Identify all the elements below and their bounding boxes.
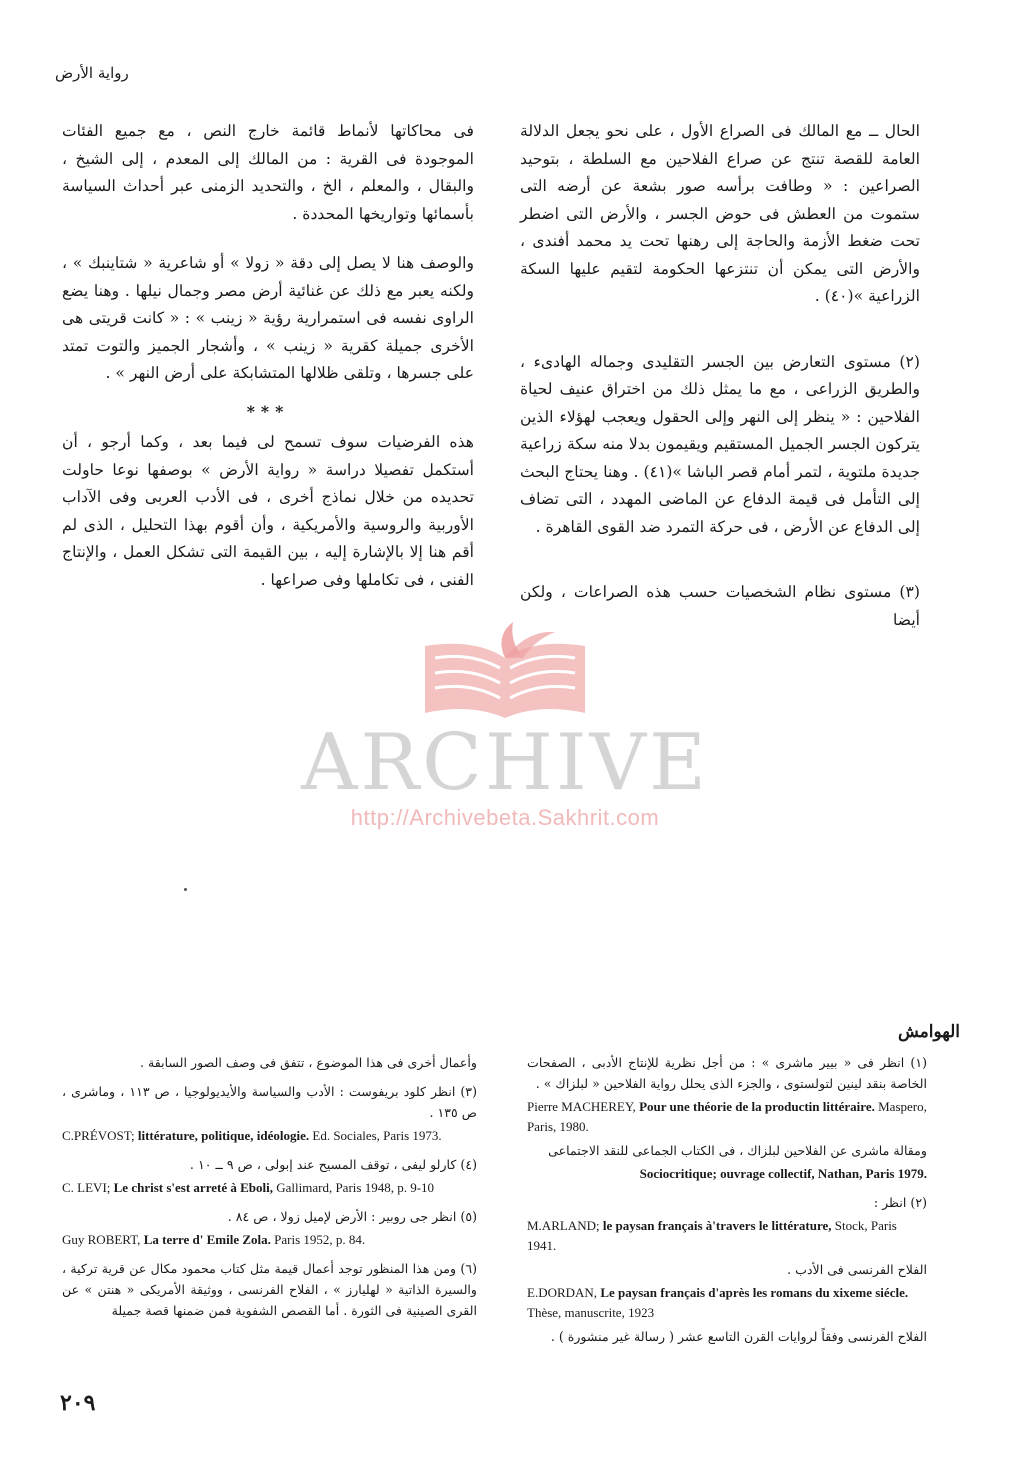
footnotes-column-right bbox=[527, 1052, 927, 1355]
footnote-text: (٦) ومن هذا المنظور توجد أعمال قيمة مثل كتاب محمود مكال عن قرية تركية ، والسيرة الذاتية « لهليارز » ، الفلاح الفرنسى ، ووثيقة الأمريكى « هنتن » عن القرى الصينية فى الثورة . أما القصص الشفوية فمن ضمنها قصة جميلة bbox=[62, 1261, 477, 1318]
footnote-reference: M.ARLAND; le paysan français à'travers le littérature, Stock, Paris 1941. bbox=[527, 1218, 897, 1253]
footnote bbox=[527, 1192, 927, 1347]
footnote-text: (٣) انظر كلود بريفوست : الأدب والسياسة والأيديولوجيا ، ص ١١٣ ، وماشرى ، ص ١٣٥ . bbox=[62, 1084, 477, 1120]
paragraph: والوصف هنا لا يصل إلى دقة « زولا » أو شاعرية « شتاينبك » ، ولكنه يعبر مع ذلك عن غنائية أرض مصر وجمال نيلها . وهنا يضع الراوى نفسه فى استمرارية رؤية « زينب » : « كانت قريتى هى الأخرى جميلة كقرية « زينب » ، وأشجار الجميز والتوت تمتد على جسرها ، وتلقى ظلالها المتشابكة على أرض النهر » . bbox=[62, 254, 474, 382]
section-separator: *** bbox=[246, 401, 290, 421]
footnote-text: ومقالة ماشرى عن الفلاحين لبلزاك ، فى الكتاب الجماعى للنقد الاجتماعى bbox=[548, 1143, 927, 1158]
footnote-text: (٥) انظر جى روبير : الأرض لإميل زولا ، ص ٨٤ . bbox=[227, 1209, 477, 1224]
footnote bbox=[527, 1052, 927, 1184]
watermark-word: ARCHIVE bbox=[301, 718, 709, 808]
page-number: ٢٠٩ bbox=[60, 1390, 96, 1416]
footnote-reference: Pierre MACHEREY, Pour une théorie de la productin littéraire. Maspero, Paris, 1980. bbox=[527, 1099, 927, 1134]
footnote-reference: Sociocritique; ouvrage collectif, Nathan, Paris 1979. bbox=[639, 1166, 927, 1181]
paragraph: الحال ــ مع المالك فى الصراع الأول ، على نحو يجعل الدلالة العامة للقصة تنتج عن صراع الفلاحين مع السلطة ، بتوحيد الصراعين : « وطافت برأسه صور بشعة عن أرضه التى ستموت من العطش فى حوض الجسر ، والأرض التى اضطر تحت ضغط الأزمة والحاجة إلى رهنها تحت يد محمد أفندى ، والأرض التى يمكن أن تنتزعها الحكومة لتقيم عليها السكة الزراعية »(٤٠) . bbox=[520, 122, 920, 305]
footnote-reference: C.PRÉVOST; littérature, politique, idéologie. Ed. Sociales, Paris 1973. bbox=[62, 1128, 442, 1143]
body-column-right bbox=[520, 118, 920, 634]
open-book-icon bbox=[395, 618, 615, 728]
footnote-text: (٢) انظر : bbox=[873, 1195, 927, 1210]
paragraph: هذه الفرضيات سوف تسمح لى فيما بعد ، وكما أرجو ، أن أستكمل تفصيلا دراسة « رواية الأرض » بوصفها نوعا حاولت تحديده من خلال نماذج أخرى ، فى الأدب العربى وفى الآداب الأوربية والروسية والأمريكية ، وأن أقوم بهذا التحليل ، الذى لم أقم هنا إلا بالإشارة إليه ، بين القيمة التى تشكل العمل ، والإنتاج الفنى ، فى تكاملها وفى صراعها . bbox=[62, 433, 474, 589]
paragraph: (٢) مستوى التعارض بين الجسر التقليدى وجماله الهادىء ، والطريق الزراعى ، مع ما يمثل ذلك من اختراق عنيف لحياة الفلاحين : « ينظر إلى النهر وإلى الحقول ويعجب لهؤلاء الذين يتركون الجسر الجميل المستقيم ويقيمون بدلا منه سكة زراعية جديدة ملتوية ، لتمر أمام قصر الباشا »(٤١) . وهنا يحتاج البحث إلى التأمل فى قيمة الدفاع عن الماضى المهدد ، التى تضاف إلى الدفاع عن الأرض ، فى حركة التمرد ضد القوى القاهرة . bbox=[520, 352, 920, 536]
footnote-reference: C. LEVI; Le christ s'est arreté à Eboli, Gallimard, Paris 1948, p. 9-10 bbox=[62, 1180, 435, 1195]
footnote bbox=[62, 1154, 477, 1198]
paragraph: فى محاكاتها لأنماط قائمة خارج النص ، مع جميع الفئات الموجودة فى القرية : من المالك إلى المعدم ، إلى الشيخ ، والبقال ، والمعلم ، الخ ، والتحديد الزمنى عبر أحداث السياسة بأسمائها وتواريخها المحددة . bbox=[62, 122, 474, 223]
footnote bbox=[62, 1081, 477, 1146]
footnote-text: الفلاح الفرنسى وفقاً لروايات القرن التاسع عشر ( رسالة غير منشورة ) . bbox=[550, 1329, 927, 1344]
footnote-text: وأعمال أخرى فى هذا الموضوع ، تتفق فى وصف الصور السابقة . bbox=[139, 1055, 477, 1070]
footnote-text: الفلاح الفرنسى فى الأدب . bbox=[787, 1262, 927, 1277]
running-header: رواية الأرض bbox=[55, 64, 129, 82]
scan-speck bbox=[184, 888, 187, 891]
watermark-url[interactable]: http://Archivebeta.Sakhrit.com bbox=[350, 805, 660, 830]
footnote-text: (٤) كارلو ليفى ، توقف المسيح عند إبولى ، ص ٩ ــ ١٠ . bbox=[189, 1157, 477, 1172]
footnote-reference: E.DORDAN, Le paysan français d'après les romans du xixeme siécle. Thèse, manuscrite, 1923 bbox=[527, 1285, 909, 1320]
footnote-reference: Guy ROBERT, La terre d' Emile Zola. Paris 1952, p. 84. bbox=[62, 1232, 366, 1247]
footnote-text: (١) انظر فى « بيير ماشرى » : من أجل نظرية للإنتاج الأدبى ، الصفحات الخاصة بنقد لينين لتولستوى ، والجزء الذى يحلل رواية الفلاحين « لبلزاك » . bbox=[527, 1055, 927, 1091]
archive-watermark bbox=[300, 618, 710, 838]
footnote bbox=[62, 1206, 477, 1250]
footnotes-heading: الهوامش bbox=[897, 1022, 960, 1042]
footnotes-column-left bbox=[62, 1052, 477, 1329]
footnote bbox=[62, 1052, 477, 1073]
footnote bbox=[62, 1258, 477, 1321]
body-column-left bbox=[62, 118, 474, 594]
paragraph: (٣) مستوى نظام الشخصيات حسب هذه الصراعات ، ولكن أيضا bbox=[520, 583, 920, 629]
